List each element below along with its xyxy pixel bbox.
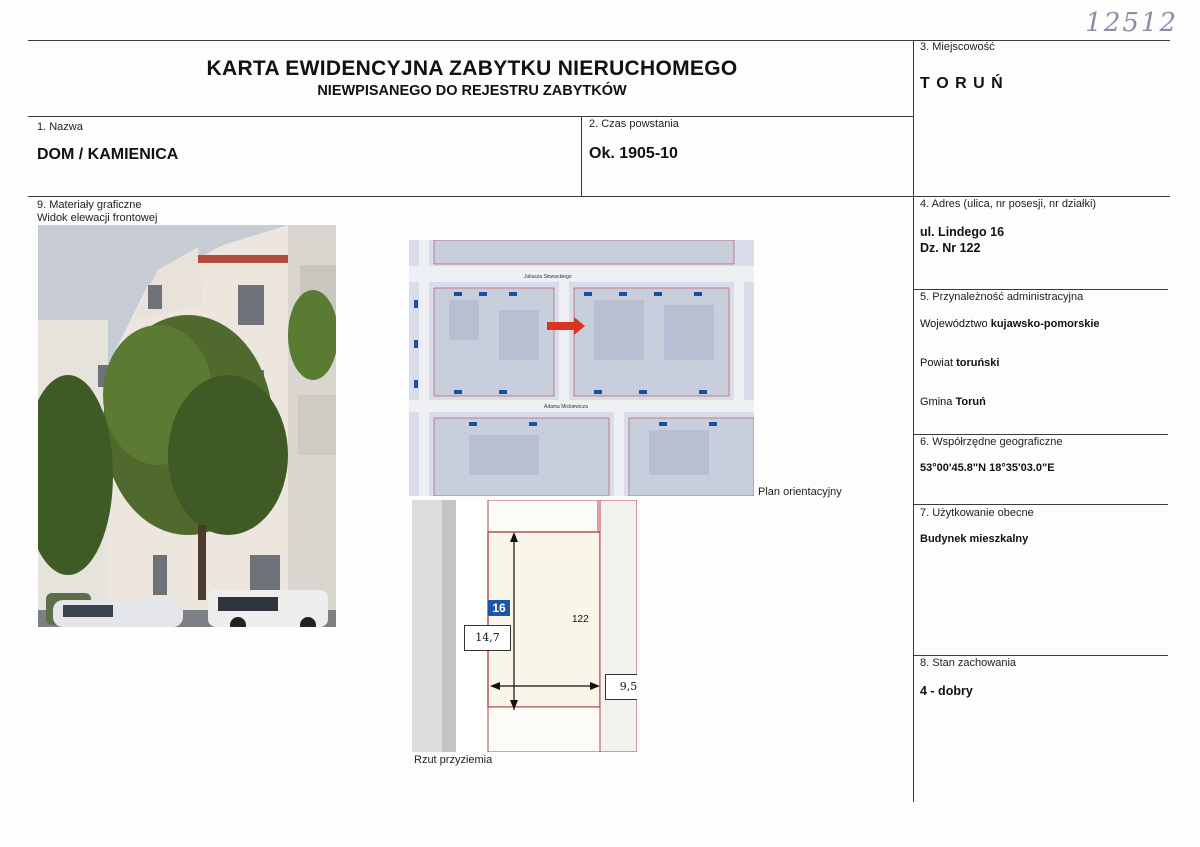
coords-bottom-border	[913, 504, 1168, 505]
admin-bottom-border	[913, 434, 1168, 435]
county-prefix: Powiat	[920, 357, 957, 369]
municipality-line	[920, 396, 986, 408]
locality-label: 3. Miejscowość	[920, 41, 995, 53]
address-bottom-border	[913, 289, 1168, 290]
name-label: 1. Nazwa	[37, 121, 83, 133]
county-value: toruński	[956, 357, 1000, 369]
dimension-width: 9,5	[605, 674, 637, 700]
municipality-prefix: Gmina	[920, 396, 956, 408]
document-subtitle: NIEWPISANEGO DO REJESTRU ZABYTKÓW	[317, 83, 627, 99]
address-parcel: Dz. Nr 122	[920, 241, 981, 255]
map-street-mickiewicza: Adama Mickiewicza	[544, 404, 588, 410]
plan-caption: Rzut przyziemia	[414, 754, 493, 766]
voivodeship-prefix: Województwo	[920, 318, 991, 330]
usage-bottom-border	[913, 655, 1168, 656]
name-row-bottom-border	[28, 196, 1170, 197]
map-street-slowackiego: Juliusza Słowackiego	[524, 274, 572, 280]
condition-value: 4 - dobry	[920, 684, 973, 698]
dimension-length: 14,7	[464, 625, 511, 651]
handwritten-archive-number: 12512	[1085, 8, 1178, 38]
coordinates-value: 53°00'45.8"N 18°35'03.0"E	[920, 462, 1055, 474]
facade-photo	[38, 225, 336, 627]
house-number-badge: 16	[488, 600, 510, 616]
usage-label: 7. Użytkowanie obecne	[920, 507, 1034, 519]
title-bottom-border	[28, 116, 914, 117]
orientation-map	[409, 240, 754, 496]
voivodeship-value: kujawsko-pomorskie	[990, 318, 1100, 330]
ground-floor-plan	[412, 500, 637, 752]
name-time-divider	[581, 116, 582, 196]
document-title: KARTA EWIDENCYJNA ZABYTKU NIERUCHOMEGO	[206, 57, 738, 80]
right-column-divider	[913, 40, 914, 802]
voivodeship-line	[920, 318, 1100, 330]
address-street: ul. Lindego 16	[920, 225, 1005, 239]
name-value: DOM / KAMIENICA	[37, 146, 179, 163]
construction-time-value: Ok. 1905-10	[589, 145, 678, 162]
parcel-number: 122	[572, 614, 589, 625]
condition-label: 8. Stan zachowania	[920, 657, 1017, 669]
usage-value: Budynek mieszkalny	[920, 533, 1029, 545]
locality-value: T O R U Ń	[920, 75, 1004, 92]
photo-caption: Widok elewacji frontowej	[37, 212, 158, 224]
coordinates-label: 6. Współrzędne geograficzne	[920, 436, 1063, 448]
map-caption: Plan orientacyjny	[758, 486, 842, 498]
construction-time-label: 2. Czas powstania	[589, 118, 679, 130]
top-border	[28, 40, 1170, 41]
admin-label: 5. Przynależność administracyjna	[920, 291, 1084, 303]
county-line	[920, 357, 999, 369]
municipality-value: Toruń	[955, 396, 986, 408]
graphics-label: 9. Materiały graficzne	[37, 199, 142, 211]
address-label: 4. Adres (ulica, nr posesji, nr działki)	[920, 198, 1097, 210]
